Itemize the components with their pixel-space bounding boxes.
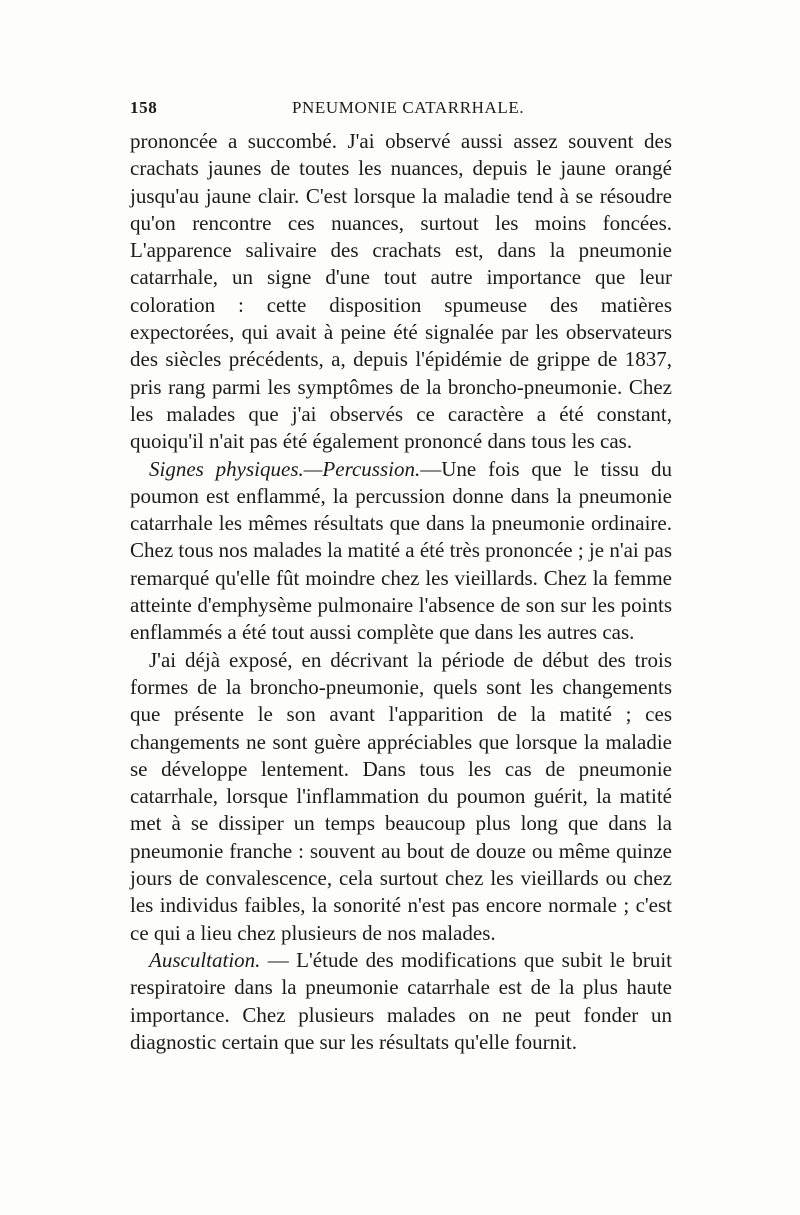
paragraph-text: — L'étude des modifications que subit le bruit respiratoire dans la pneumonie catarrhale est de la plus haute importance. Chez plusieurs malades on ne peut fonder un diagnostic certain que sur les résultats qu'elle fournit.: [130, 947, 672, 1054]
section-heading-auscultation: Auscultation.: [149, 947, 261, 972]
paragraph-text: J'ai déjà exposé, en décrivant la période de début des trois formes de la broncho-pneumonie, quels sont les changements que présente le son avant l'apparition de la matité ; ces changements ne sont guère appréciables que lorsque la maladie se développe lentement. Dans tous les cas de pneumonie catarrhale, lorsque l'inflammation du poumon guérit, la matité met à se dissiper un temps beaucoup plus long que dans la pneumonie franche : souvent au bout de douze ou même quinze jours de convalescence, cela surtout chez les vieillards ou chez les individus faibles, la sonorité n'est pas encore normale ; c'est ce qui a lieu chez plusieurs de nos malades.: [130, 647, 672, 945]
paragraph-auscultation: [130, 947, 672, 1056]
paragraph-percussion: [130, 456, 672, 647]
paragraph-text: —Une fois que le tissu du poumon est enflammé, la percussion donne dans la pneumonie catarrhale les mêmes résultats que dans la pneumonie ordinaire. Chez tous nos malades la matité a été très prononcée ; je n'ai pas remarqué qu'elle fût moindre chez les vieillards. Chez la femme atteinte d'emphysème pulmonaire l'absence de son sur les points enflammés a été tout aussi complète que dans les autres cas.: [130, 456, 673, 645]
body-text: [130, 128, 672, 1056]
running-title: PNEUMONIE CATARRHALE.: [292, 98, 525, 117]
page-number: 158: [130, 98, 158, 117]
section-heading-percussion: Signes physiques.—Percussion.: [149, 456, 421, 481]
running-header: [130, 98, 672, 122]
paragraph-crachats: [130, 128, 672, 456]
paragraph-text: prononcée a succombé. J'ai observé aussi assez souvent des crachats jaunes de toutes les nuances, depuis le jaune orangé jusqu'au jaune clair. C'est lorsque la maladie tend à se résoudre qu'on rencontre ces nuances, surtout les moins foncées. L'apparence salivaire des crachats est, dans la pneumonie catarrhale, un signe d'une tout autre importance que leur coloration : cette disposition spumeuse des matières expectorées, qui avait à peine été signalée par les observateurs des siècles précédents, a, depuis l'épidémie de grippe de 1837, pris rang parmi les symptômes de la broncho-pneumonie. Chez les malades que j'ai observés ce caractère a été constant, quoiqu'il n'ait pas été également prononcé dans tous les cas.: [130, 129, 672, 454]
paragraph-matite: [130, 647, 672, 947]
